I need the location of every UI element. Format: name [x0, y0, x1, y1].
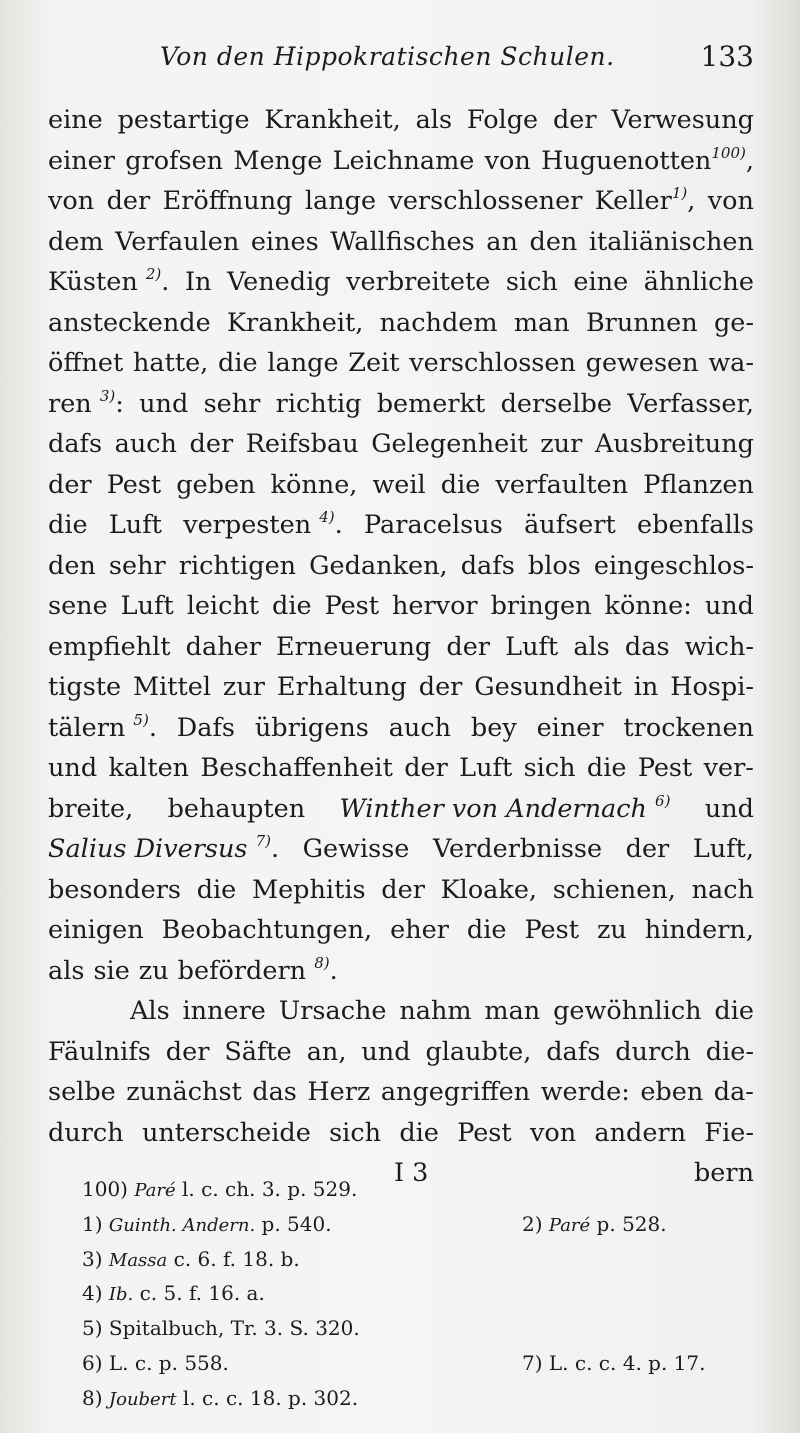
word: man [484, 996, 541, 1026]
text-line [48, 1113, 754, 1154]
word: dafs [460, 550, 515, 581]
word: den [48, 550, 96, 581]
word: Folge [466, 105, 539, 135]
word: ver- [703, 753, 754, 783]
word: richtigen [178, 550, 297, 581]
word: der [106, 186, 151, 216]
footnote-author: Ib. [108, 1284, 134, 1306]
footnote-number: 2) [522, 1211, 543, 1236]
footnote-line [82, 1242, 752, 1277]
word: an [486, 226, 518, 257]
footnote-mark: 7) [255, 832, 271, 850]
footnote-author: Joubert [108, 1388, 177, 1410]
author-name: Winther von Andernach $^{6)}$ [339, 791, 671, 824]
word: breite, [48, 793, 134, 824]
word: die [272, 591, 312, 621]
word: Verderbnisse [432, 834, 603, 864]
word: die [440, 469, 481, 500]
word: der [446, 631, 490, 662]
word: Venedig [227, 267, 331, 297]
word: pestartige [117, 105, 250, 135]
word: empfiehlt [48, 631, 171, 662]
footnote-author: Paré [548, 1214, 591, 1236]
word: durch [615, 1036, 691, 1067]
word: ebenfalls [637, 510, 754, 540]
word: als [415, 105, 453, 135]
text-line [48, 262, 754, 303]
word: man [513, 307, 570, 338]
word: einer [48, 145, 115, 176]
footnote-mark: 1) [671, 184, 688, 202]
word: Luft [120, 591, 174, 621]
word: von [484, 145, 531, 176]
word: Brunnen [585, 307, 698, 338]
word: Beschaffenheit [200, 753, 393, 783]
word: hervor [391, 591, 478, 621]
footnote-mark: 8) [314, 953, 330, 972]
word: Fie- [704, 1117, 754, 1148]
word: als [48, 955, 85, 986]
text-line [48, 343, 754, 384]
word: zur [540, 429, 583, 459]
catchword: bern [693, 1158, 754, 1188]
word: Krankheit, [264, 105, 401, 135]
word: die [48, 510, 88, 540]
word: als [573, 631, 610, 662]
word: der [48, 469, 92, 500]
footnote-citation: c. 6. f. 18. b. [173, 1246, 300, 1271]
word: ge- [713, 307, 754, 338]
footnote-citation: p. 540. [261, 1211, 332, 1236]
text-line [48, 627, 754, 668]
word: eine [573, 267, 629, 297]
word: Gewisse [302, 834, 410, 864]
word: selbe [48, 1077, 116, 1107]
word: die [714, 996, 754, 1026]
word: unterscheide [141, 1117, 311, 1148]
text-line: von der Eröffnung lange verschlossener Keller$^{1)}$, von [48, 181, 754, 222]
word: lange [304, 186, 377, 216]
footnote-mark: 4) [319, 508, 335, 526]
word: eher [390, 915, 449, 945]
word: die [466, 915, 507, 945]
word: zu [596, 915, 627, 945]
word: nach [691, 874, 754, 905]
word: italiänischen [588, 226, 754, 257]
footnote-number: 1) [82, 1211, 103, 1236]
footnote-mark: 3) [99, 386, 116, 405]
word: wich- [684, 631, 754, 662]
footnote-number: 7) [522, 1350, 543, 1375]
footnote-number: 100) [82, 1177, 128, 1201]
word: blos [527, 550, 581, 581]
word: Verfasser, [627, 388, 754, 419]
text-line [48, 870, 754, 911]
text-line [48, 465, 754, 506]
word: die- [705, 1036, 754, 1067]
word: dafs [48, 429, 103, 459]
word: Luft [459, 753, 513, 783]
word: bey [470, 712, 517, 743]
word: Küsten $^{2)}$. [48, 265, 170, 297]
word: von [529, 1117, 577, 1148]
text-line [48, 505, 754, 546]
text-line [48, 384, 754, 425]
word: und [704, 591, 754, 621]
word: nahm [399, 996, 472, 1026]
word: von [48, 186, 95, 216]
word: trockenen [623, 712, 754, 743]
running-title: Von den Hippokratischen Schulen. [160, 42, 615, 71]
word: Beobachtungen, [161, 915, 373, 945]
text-line [48, 1032, 754, 1073]
word: sie [93, 955, 130, 986]
footnote-citation: Spitalbuch, Tr. 3. S. 320. [108, 1316, 360, 1341]
word: einer [536, 712, 604, 743]
word: Gelegenheit [371, 429, 528, 459]
word: weil [372, 469, 426, 500]
word: Erneuerung [276, 631, 432, 662]
footnote-mark: 100) [711, 143, 746, 162]
footnote-citation: p. 528. [596, 1211, 667, 1236]
word: öffnet [48, 348, 124, 378]
word: sene [48, 591, 108, 621]
word: Kloake, [440, 874, 538, 905]
word: und [704, 793, 754, 824]
footnote-line [82, 1311, 752, 1346]
footnote-author: Paré [134, 1180, 176, 1201]
word: Paracelsus [364, 510, 503, 540]
footnotes [82, 1172, 752, 1416]
text-line [48, 586, 754, 627]
word: zur [222, 672, 265, 702]
word: grofsen [125, 145, 224, 176]
word: werde: [540, 1077, 630, 1107]
footnote-number: 5) [82, 1316, 103, 1341]
word: Zeit [348, 348, 400, 378]
word: lange [267, 348, 339, 378]
footnote-citation: L. c. p. 558. [108, 1350, 229, 1375]
footnote-number: 3) [82, 1246, 103, 1271]
footnote-line [82, 1346, 752, 1381]
word: Wallfisches [330, 226, 475, 257]
word: verbreitete [346, 267, 491, 297]
text-line [48, 951, 754, 992]
word: äufsert [524, 510, 616, 540]
word: Erhaltung [276, 672, 407, 702]
footnote-author: Guinth. Andern. [108, 1214, 256, 1236]
word: wa- [708, 348, 754, 378]
word: Dafs [176, 712, 235, 743]
word: richtig [275, 388, 362, 419]
word: verschlossen [409, 348, 576, 378]
word: der [625, 834, 670, 864]
word: gewesen [585, 348, 699, 378]
word: einigen [48, 915, 144, 945]
word: leicht [186, 591, 260, 621]
word: Reifsbau [245, 429, 359, 459]
word: Gesundheit [474, 672, 622, 702]
text-line [48, 748, 754, 789]
word: könne, [270, 469, 358, 500]
footnote-author: Massa [108, 1249, 168, 1271]
text-line [48, 829, 754, 870]
word: die [399, 1117, 439, 1148]
word: der [165, 1036, 210, 1067]
word: nachdem [379, 307, 498, 338]
footnote-line [82, 1381, 752, 1416]
text-line [48, 222, 754, 263]
word: bringen [490, 591, 592, 621]
page-number: 133 [700, 40, 754, 73]
word: verpesten $^{4)}$. [183, 508, 343, 540]
author-name: Salius Diversus $^{7)}$. [48, 832, 280, 864]
word: ren $^{3)}$: [48, 386, 124, 419]
word: Hospi- [670, 672, 754, 702]
footnote-citation: l. c. c. 18. p. 302. [182, 1385, 359, 1410]
word: kalten [108, 753, 190, 783]
word: Verfaulen [115, 226, 240, 257]
word: der [418, 672, 463, 702]
word: auch [114, 429, 177, 459]
page-header [60, 40, 760, 84]
word: Keller$^{1)}$, [594, 184, 696, 216]
word: dafs [546, 1036, 601, 1067]
word: hindern, [644, 915, 754, 945]
word: an, [306, 1036, 347, 1067]
word: ansteckende [48, 307, 211, 338]
word: Luft [108, 510, 162, 540]
word: Mephitis [251, 874, 366, 905]
footnote-line [82, 1276, 752, 1311]
text-line [48, 789, 754, 830]
word: in [633, 672, 659, 702]
text-line [48, 100, 754, 141]
footnote-citation: L. c. c. 4. p. 17. [548, 1350, 706, 1375]
word: angegriffen [380, 1077, 531, 1107]
word: glaubte, [425, 1036, 532, 1067]
text-line [48, 708, 754, 749]
word: Gedanken, [309, 550, 448, 581]
footnote-line [82, 1207, 752, 1242]
word: Eröffnung [162, 186, 293, 216]
word: besonders [48, 874, 181, 905]
word: die [196, 874, 237, 905]
word: geben [176, 469, 256, 500]
word: da- [713, 1077, 754, 1107]
footnote-number: 6) [82, 1350, 103, 1375]
word: sich [505, 267, 558, 297]
text-line [48, 303, 754, 344]
word: auch [388, 712, 452, 743]
word: das [252, 1077, 297, 1107]
word: Huguenotten$^{100)}$, [541, 143, 754, 176]
word: die [218, 348, 258, 378]
word: Pest [524, 915, 579, 945]
word: übrigens [254, 712, 369, 743]
word: hatte, [132, 348, 209, 378]
word: Luft [505, 631, 559, 662]
word: Als [130, 996, 170, 1026]
word: Mittel [133, 672, 212, 702]
word: sich [329, 1117, 382, 1148]
word: zu [138, 955, 169, 986]
signature-mark: I 3 [394, 1158, 429, 1188]
footnote-line [82, 1172, 752, 1207]
word: dem [48, 226, 104, 257]
word: ähnliche [643, 267, 754, 297]
word: der [189, 429, 234, 459]
text-line [48, 1072, 754, 1113]
word: eben [640, 1077, 704, 1107]
footnote-mark: 6) [655, 791, 671, 810]
text-line [48, 424, 754, 465]
word: befördern $^{8)}$. [177, 953, 338, 986]
word: durch [48, 1117, 124, 1148]
word: die [586, 753, 627, 783]
word: der [381, 874, 425, 905]
word: Säfte [224, 1036, 292, 1067]
word: Ursache [278, 996, 387, 1026]
word: eines [250, 226, 319, 257]
footnote-citation: l. c. ch. 3. p. 529. [182, 1177, 358, 1201]
word: Verwesung [611, 105, 754, 135]
word: den [529, 226, 578, 257]
word: sehr [203, 388, 261, 419]
word: Pest [637, 753, 693, 783]
footnote-mark: 5) [133, 710, 149, 729]
word: zunächst [126, 1077, 242, 1107]
word: behaupten [167, 793, 306, 824]
word: der [404, 753, 448, 783]
word: Fäulnifs [48, 1036, 151, 1067]
word: verschlossener [388, 186, 583, 216]
word: das [624, 631, 670, 662]
word: Ausbreitung [594, 429, 754, 459]
word: bemerkt [376, 388, 486, 419]
word: und [361, 1036, 411, 1067]
footnote-mark: 2) [145, 265, 162, 283]
word: gewöhnlich [553, 996, 702, 1026]
word: könne: [604, 591, 692, 621]
word: derselbe [500, 388, 612, 419]
word: eine [48, 105, 103, 135]
word: und [139, 388, 189, 419]
text-line [48, 991, 754, 1032]
word: In [184, 267, 212, 297]
word: Krankheit, [227, 307, 364, 338]
text-line [48, 546, 754, 587]
word: Pest [457, 1117, 512, 1148]
footnote-number: 4) [82, 1281, 103, 1306]
word: sehr [108, 550, 166, 581]
footnote-citation: c. 5. f. 16. a. [139, 1281, 265, 1306]
word: daher [185, 631, 261, 662]
text-line [48, 141, 754, 182]
word: Herz [307, 1077, 371, 1107]
word: der [552, 105, 597, 135]
word: Leichname [332, 145, 475, 176]
word: und [48, 753, 98, 783]
word: tälern $^{5)}$. [48, 710, 157, 743]
body-text [48, 100, 754, 1194]
word: Pest [106, 469, 162, 500]
text-line [48, 667, 754, 708]
word: sich [523, 753, 576, 783]
word: Pest [324, 591, 379, 621]
word: verfaulten [495, 469, 629, 500]
word: tigste [48, 672, 122, 702]
word: Luft, [692, 834, 754, 864]
text-line [48, 910, 754, 951]
word: schienen, [552, 874, 676, 905]
word: Menge [233, 145, 323, 176]
footnote-number: 8) [82, 1385, 103, 1410]
word: innere [182, 996, 266, 1026]
word: eingeschlos- [593, 550, 754, 581]
word: Pflanzen [643, 469, 754, 500]
word: andern [594, 1117, 687, 1148]
